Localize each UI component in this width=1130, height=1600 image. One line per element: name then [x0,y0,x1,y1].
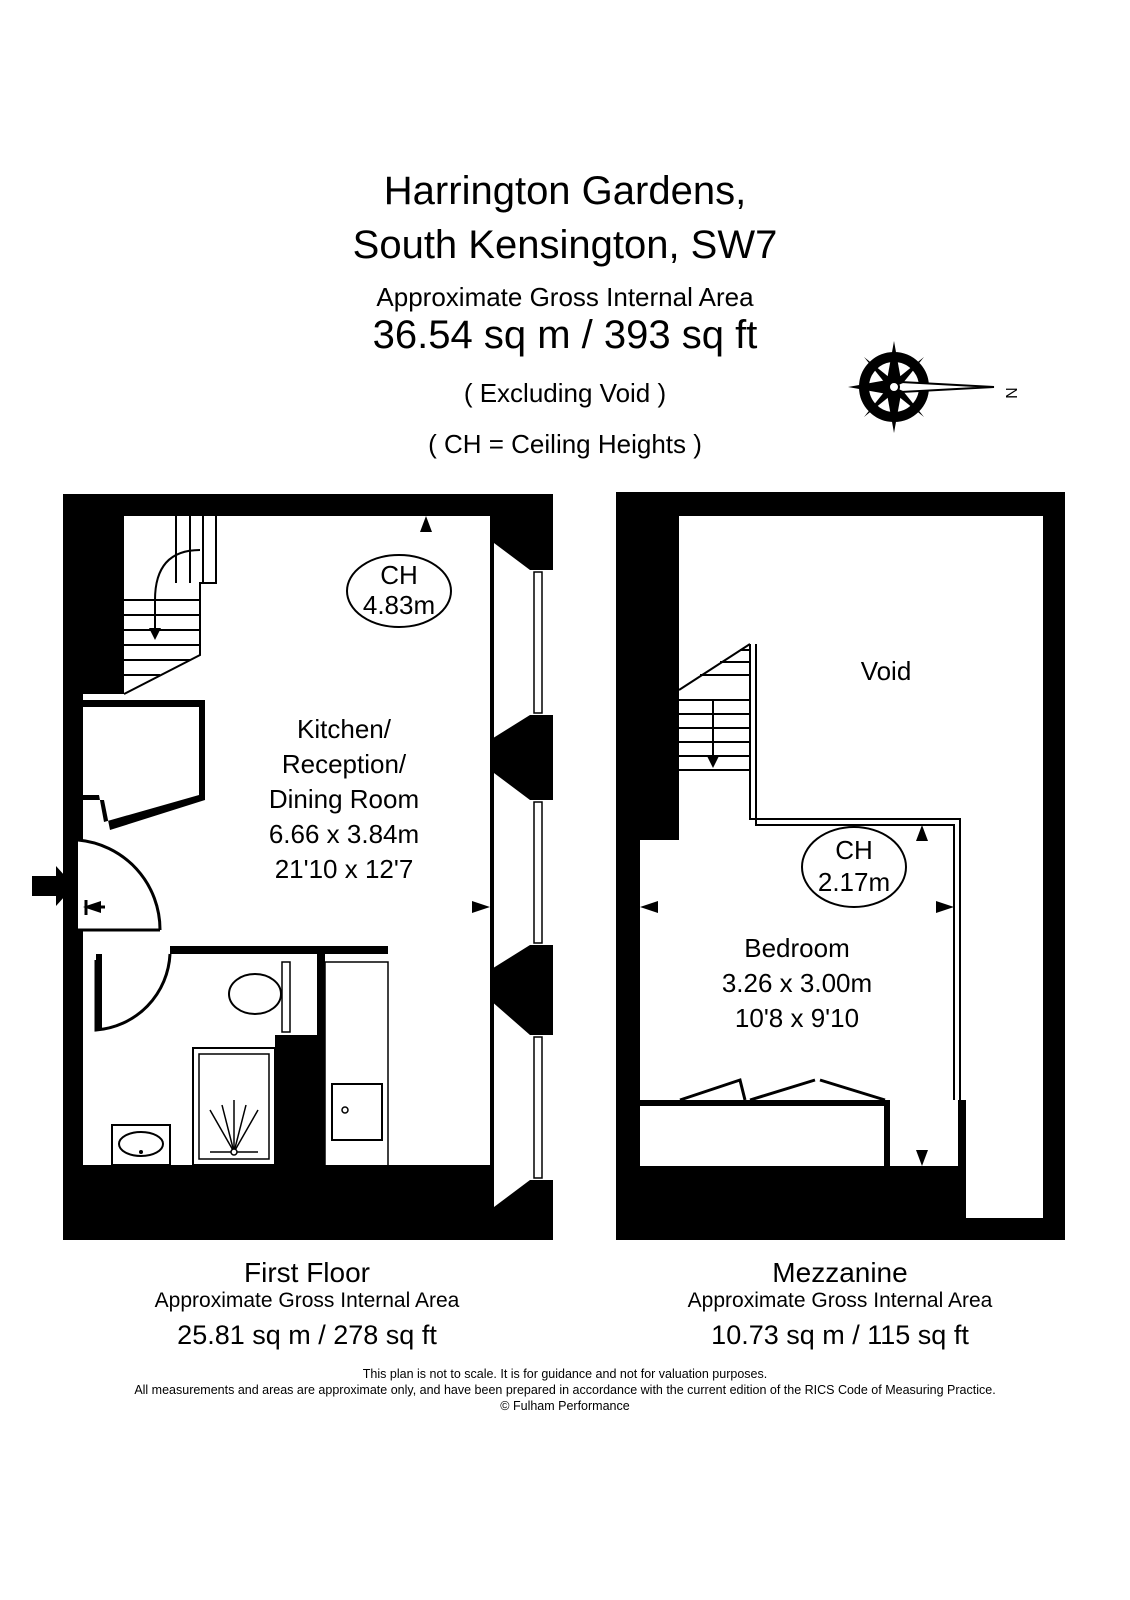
mezzanine-walls [616,492,1065,1240]
mezzanine-staircase [679,644,750,770]
bedroom-dimensions-metric: 3.26 x 3.00m [721,968,873,998]
title-line-1: Harrington Gardens, [383,169,747,213]
excluding-void-note: ( Excluding Void ) [463,378,667,408]
copyright-line: © Fulham Performance [500,1399,630,1413]
wardrobe [640,1080,890,1166]
first-floor-ch-value: 4.83m [362,590,436,620]
compass-rose-icon [848,341,994,433]
bedroom-dimensions-imperial: 10'8 x 9'10 [734,1003,860,1033]
disclaimer-line-2: All measurements and areas are approximate only, and have been prepared in accordance with the current edition of the RICS Code of Measuring Practice. [134,1383,996,1397]
first-floor-ch-label: CH [380,560,418,590]
mezzanine-plan [616,492,1065,1240]
mezzanine-name: Mezzanine [772,1257,908,1288]
kitchen-label-line2: Reception/ [281,749,407,779]
mezzanine-ch-label: CH [835,835,873,865]
disclaimer-line-1: This plan is not to scale. It is for guidance and not for valuation purposes. [362,1367,768,1381]
mezzanine-ch-value: 2.17m [817,867,891,897]
total-area-subtitle: Approximate Gross Internal Area [376,282,754,312]
kitchen-dimensions-metric: 6.66 x 3.84m [268,819,420,849]
bedroom-label: Bedroom [744,933,850,963]
first-floor-left-wall [63,516,124,694]
bathroom [83,946,493,1218]
total-area: 36.54 sq m / 393 sq ft [372,313,758,357]
entrance-door [78,840,160,930]
ceiling-height-note: ( CH = Ceiling Heights ) [428,429,702,459]
first-floor-area-subtitle: Approximate Gross Internal Area [154,1289,460,1312]
title-line-2: South Kensington, SW7 [352,223,778,267]
first-floor-name: First Floor [244,1257,370,1288]
staircase [124,516,216,694]
first-floor-area: 25.81 sq m / 278 sq ft [177,1320,437,1350]
mezzanine-area-subtitle: Approximate Gross Internal Area [687,1289,993,1312]
first-floor-plan [32,494,553,1240]
kitchen-label-line1: Kitchen/ [297,714,391,744]
cupboard [83,700,205,830]
compass-north-label: N [1002,387,1019,399]
kitchen-dimensions-imperial: 21'10 x 12'7 [274,854,414,884]
mezzanine-area: 10.73 sq m / 115 sq ft [711,1320,969,1350]
void-label: Void [860,656,912,686]
kitchen-label-line3: Dining Room [268,784,420,814]
